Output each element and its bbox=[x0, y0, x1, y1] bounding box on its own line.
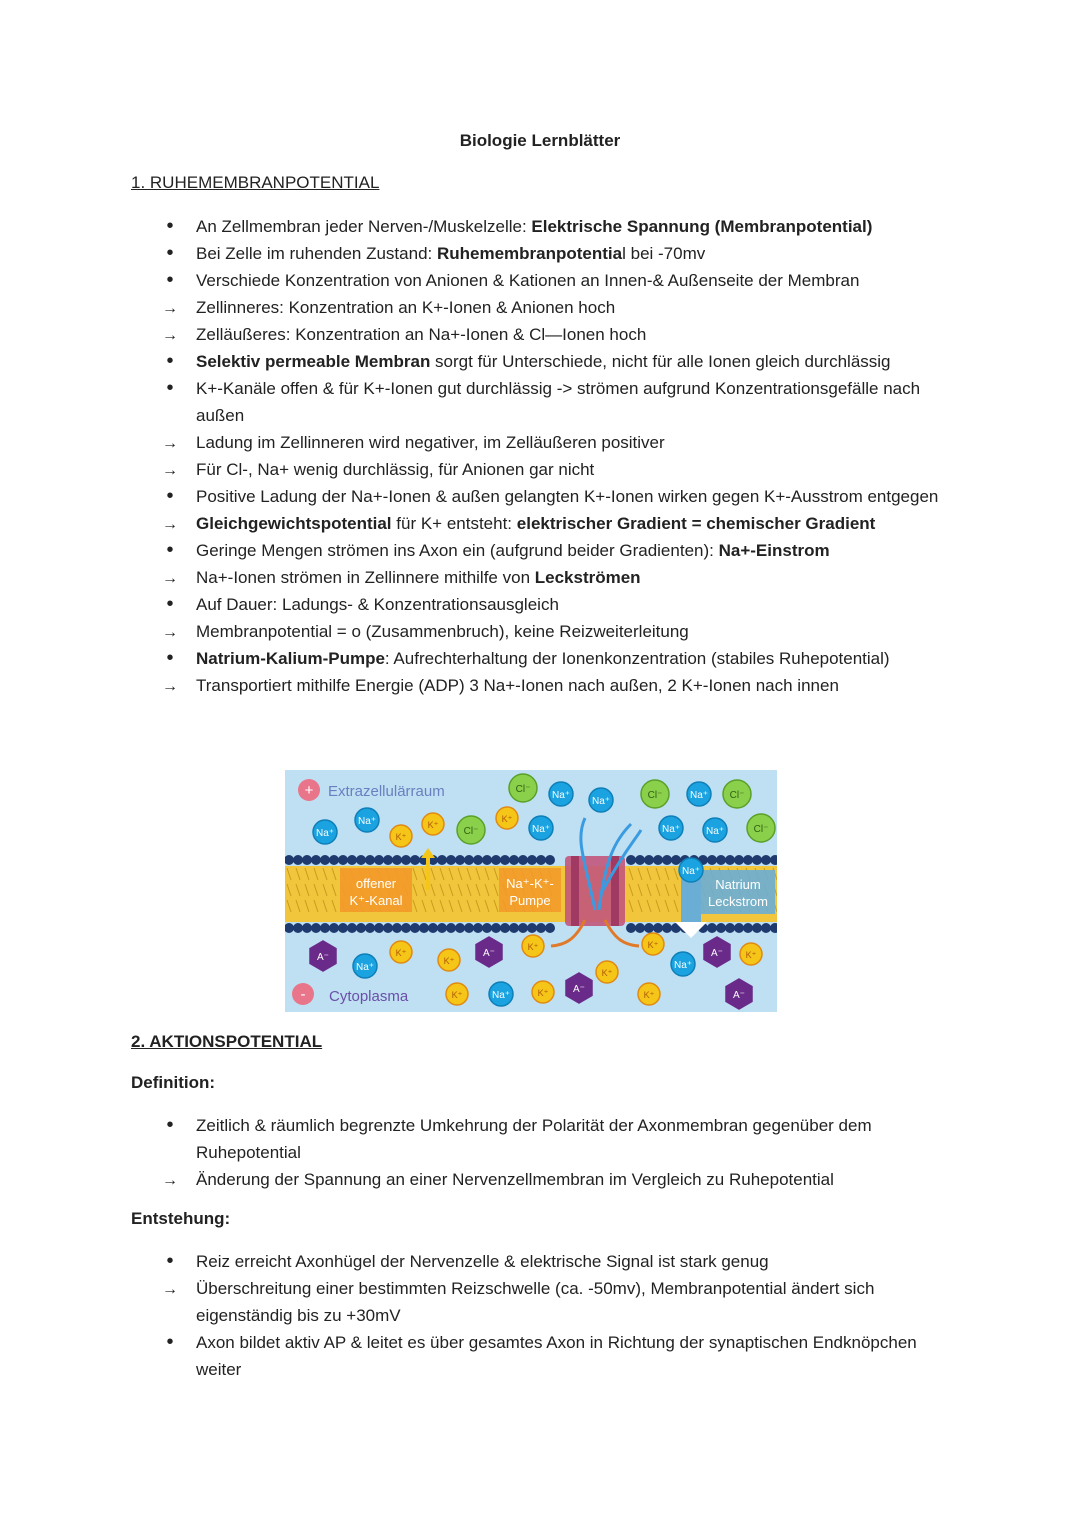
lipid-head bbox=[455, 923, 465, 933]
lipid-head bbox=[329, 923, 339, 933]
lipid-head bbox=[338, 855, 348, 865]
list-item bbox=[160, 429, 960, 456]
item-text: für K+ entsteht: bbox=[391, 514, 517, 533]
lipid-head bbox=[329, 855, 339, 865]
lipid-head bbox=[707, 855, 717, 865]
lipid-head bbox=[662, 923, 672, 933]
lipid-head bbox=[527, 855, 537, 865]
ion-label: Na⁺ bbox=[705, 826, 725, 837]
list-item bbox=[160, 267, 960, 294]
pump-label-line1: Na⁺-K⁺- bbox=[506, 876, 554, 891]
lipid-head bbox=[410, 855, 420, 865]
ion-label: K⁺ bbox=[601, 968, 613, 978]
lipid-head bbox=[311, 923, 321, 933]
lipid-head bbox=[302, 855, 312, 865]
list-item bbox=[160, 672, 960, 699]
bold-text: Ruhemembranpotentia bbox=[436, 244, 623, 263]
lipid-head bbox=[464, 923, 474, 933]
lipid-head bbox=[437, 855, 447, 865]
item-text: Axon bildet aktiv AP & leitet es über gesamtes Axon in Richtung der synaptischen Endknöpchen weiter bbox=[196, 1333, 917, 1379]
lipid-head bbox=[347, 855, 357, 865]
list-item bbox=[160, 1248, 960, 1275]
bullet-list-origin bbox=[160, 1248, 960, 1383]
lipid-head bbox=[473, 923, 483, 933]
lipid-head bbox=[653, 855, 663, 865]
item-text: Na+-Ionen strömen in Zellinnere mithilfe von bbox=[196, 568, 535, 587]
definition-label: Definition: bbox=[131, 1073, 216, 1092]
ion-label: Na⁺ bbox=[531, 824, 551, 835]
lipid-head bbox=[662, 855, 672, 865]
ion-label: A⁻ bbox=[483, 948, 495, 959]
list-item bbox=[160, 213, 960, 240]
list-item bbox=[160, 591, 960, 618]
lipid-head bbox=[545, 855, 555, 865]
bullet-icon bbox=[160, 645, 180, 672]
item-text: Zelläußeres: Konzentration an Na+-Ionen & Cl—Ionen hoch bbox=[196, 325, 647, 344]
lipid-head bbox=[320, 923, 330, 933]
item-text: sorgt für Unterschiede, nicht für alle Ionen gleich durchlässig bbox=[430, 352, 891, 371]
bullet-list-ruhemembranpotential bbox=[160, 213, 960, 699]
lipid-head bbox=[761, 855, 771, 865]
bold-text: Leckströmen bbox=[534, 568, 641, 587]
lipid-head bbox=[419, 923, 429, 933]
lipid-head bbox=[509, 855, 519, 865]
lipid-head bbox=[410, 923, 420, 933]
bullet-icon bbox=[160, 375, 180, 402]
ion-label: K⁺ bbox=[443, 956, 455, 966]
item-text: Bei Zelle im ruhenden Zustand: bbox=[196, 244, 437, 263]
bullet-icon bbox=[160, 348, 180, 375]
list-item bbox=[160, 1166, 960, 1193]
lipid-head bbox=[707, 923, 717, 933]
minus-sign: - bbox=[300, 986, 306, 1003]
lipid-head bbox=[374, 923, 384, 933]
lipid-head bbox=[392, 855, 402, 865]
lipid-head bbox=[374, 855, 384, 865]
ion-label: Na⁺ bbox=[591, 796, 611, 807]
section-heading-aktionspotential: 2. AKTIONSPOTENTIAL bbox=[131, 1032, 323, 1051]
item-text: Reiz erreicht Axonhügel der Nervenzelle & elektrische Signal ist stark genug bbox=[196, 1252, 769, 1271]
lipid-head bbox=[365, 923, 375, 933]
lipid-head bbox=[383, 855, 393, 865]
ion-label: A⁻ bbox=[317, 952, 329, 963]
ion-label: K⁺ bbox=[527, 942, 539, 952]
bullet-icon bbox=[160, 240, 180, 267]
lipid-head bbox=[473, 855, 483, 865]
lipid-head bbox=[482, 855, 492, 865]
lipid-head bbox=[455, 855, 465, 865]
lipid-head bbox=[527, 923, 537, 933]
bold-text: elektrischer Gradient = chemischer Gradient bbox=[516, 514, 876, 533]
lipid-head bbox=[536, 923, 546, 933]
lipid-head bbox=[545, 923, 555, 933]
lipid-head bbox=[293, 923, 303, 933]
plus-sign: + bbox=[304, 782, 314, 799]
ion-label: Cl⁻ bbox=[463, 826, 479, 837]
list-item bbox=[160, 348, 960, 375]
list-item bbox=[160, 456, 960, 483]
lipid-head bbox=[482, 923, 492, 933]
leak-label-line2: Leckstrom bbox=[708, 894, 768, 909]
ion-label: K⁺ bbox=[643, 990, 655, 1000]
channel-label-line1: offener bbox=[355, 876, 397, 891]
lipid-head bbox=[734, 923, 744, 933]
leak-label-line1: Natrium bbox=[715, 877, 761, 892]
ion-label: K⁺ bbox=[647, 940, 659, 950]
item-text: Überschreitung einer bestimmten Reizschwelle (ca. -50mv), Membranpotential ändert sich eigenständig bis zu +30mV bbox=[196, 1279, 875, 1325]
lipid-head bbox=[500, 923, 510, 933]
lipid-head bbox=[644, 855, 654, 865]
item-text: An Zellmembran jeder Nerven-/Muskelzelle: bbox=[196, 217, 532, 236]
list-item bbox=[160, 537, 960, 564]
item-text: Zeitlich & räumlich begrenzte Umkehrung der Polarität der Axonmembran gegenüber dem Ruhepotential bbox=[196, 1116, 872, 1162]
ion-label: K⁺ bbox=[395, 948, 407, 958]
lipid-head bbox=[293, 855, 303, 865]
list-item bbox=[160, 645, 960, 672]
bold-text: Elektrische Spannung (Membranpotential) bbox=[531, 217, 873, 236]
item-text: l bei -70mv bbox=[622, 244, 706, 263]
ion-label: K⁺ bbox=[427, 820, 439, 830]
lipid-head bbox=[320, 855, 330, 865]
lipid-head bbox=[626, 855, 636, 865]
ion-label: K⁺ bbox=[745, 950, 757, 960]
lipid-head bbox=[311, 855, 321, 865]
page-title: Biologie Lernblätter bbox=[459, 131, 621, 150]
bullet-icon bbox=[160, 537, 180, 564]
item-text: Änderung der Spannung an einer Nervenzellmembran im Vergleich zu Ruhepotential bbox=[196, 1170, 834, 1189]
lipid-head bbox=[338, 923, 348, 933]
membrane-diagram bbox=[285, 770, 777, 1012]
lipid-head bbox=[752, 855, 762, 865]
lipid-head bbox=[302, 923, 312, 933]
channel-label-line2: K⁺-Kanal bbox=[349, 893, 403, 908]
lipid-head bbox=[734, 855, 744, 865]
lipid-head bbox=[392, 923, 402, 933]
lipid-head bbox=[428, 923, 438, 933]
bullet-list-definition bbox=[160, 1112, 960, 1193]
arrow-icon bbox=[160, 672, 180, 700]
section-heading-ruhemembranpotential: 1. RUHEMEMBRANPOTENTIAL bbox=[131, 173, 380, 192]
bullet-icon bbox=[160, 213, 180, 240]
bullet-icon bbox=[160, 1329, 180, 1356]
ion-label: Na⁺ bbox=[315, 828, 335, 839]
ion-label: Cl⁻ bbox=[647, 790, 663, 801]
list-item bbox=[160, 564, 960, 591]
pump-label-line2: Pumpe bbox=[509, 893, 551, 908]
item-text: Positive Ladung der Na+-Ionen & außen gelangten K+-Ionen wirken gegen K+-Ausstrom entgegen bbox=[196, 487, 939, 506]
lipid-head bbox=[518, 923, 528, 933]
list-item bbox=[160, 240, 960, 267]
ion-label: Cl⁻ bbox=[515, 784, 531, 795]
list-item bbox=[160, 1329, 960, 1383]
lipid-head bbox=[446, 923, 456, 933]
ion-label: K⁺ bbox=[395, 832, 407, 842]
arrow-icon bbox=[160, 1166, 180, 1194]
lipid-head bbox=[653, 923, 663, 933]
item-text: Zellinneres: Konzentration an K+-Ionen & Anionen hoch bbox=[196, 298, 616, 317]
list-item bbox=[160, 375, 960, 429]
arrow-icon bbox=[160, 564, 180, 592]
lipid-head bbox=[500, 855, 510, 865]
ion-label: Na⁺ bbox=[355, 962, 375, 973]
extracellular-text: Extrazellulärraum bbox=[328, 783, 445, 800]
arrow-icon bbox=[160, 510, 180, 538]
ion-label: A⁻ bbox=[573, 984, 585, 995]
item-text: Verschiede Konzentration von Anionen & Kationen an Innen-& Außenseite der Membran bbox=[196, 271, 860, 290]
item-text: Für Cl-, Na+ wenig durchlässig, für Anionen gar nicht bbox=[196, 460, 595, 479]
lipid-head bbox=[365, 855, 375, 865]
list-item bbox=[160, 483, 960, 510]
lipid-head bbox=[401, 923, 411, 933]
lipid-head bbox=[644, 923, 654, 933]
lipid-head bbox=[752, 923, 762, 933]
lipid-head bbox=[761, 923, 771, 933]
bullet-icon bbox=[160, 591, 180, 618]
item-text: Geringe Mengen strömen ins Axon ein (aufgrund beider Gradienten): bbox=[196, 541, 719, 560]
lipid-head bbox=[509, 923, 519, 933]
ion-label: Na⁺ bbox=[357, 816, 377, 827]
lipid-head bbox=[725, 855, 735, 865]
lipid-head bbox=[671, 855, 681, 865]
arrow-icon bbox=[160, 429, 180, 457]
lipid-head bbox=[464, 855, 474, 865]
lipid-head bbox=[743, 855, 753, 865]
lipid-head bbox=[491, 923, 501, 933]
arrow-icon bbox=[160, 456, 180, 484]
bullet-icon bbox=[160, 1112, 180, 1139]
item-text: K+-Kanäle offen & für K+-Ionen gut durchlässig -> strömen aufgrund Konzentrationsgefälle nach außen bbox=[196, 379, 921, 425]
item-text: Transportiert mithilfe Energie (ADP) 3 Na+-Ionen nach außen, 2 K+-Ionen nach innen bbox=[196, 676, 839, 695]
item-text: Ladung im Zellinneren wird negativer, im Zelläußeren positiver bbox=[196, 433, 665, 452]
ion-label: Na⁺ bbox=[673, 960, 693, 971]
lipid-head bbox=[401, 855, 411, 865]
lipid-head bbox=[446, 855, 456, 865]
list-item bbox=[160, 321, 960, 348]
lipid-head bbox=[347, 923, 357, 933]
lipid-head bbox=[356, 923, 366, 933]
item-text: Membranpotential = o (Zusammenbruch), keine Reizweiterleitung bbox=[196, 622, 689, 641]
ion-label: Na⁺ bbox=[681, 866, 701, 877]
cytoplasm-text: Cytoplasma bbox=[329, 988, 409, 1005]
lipid-head bbox=[491, 855, 501, 865]
arrow-icon bbox=[160, 618, 180, 646]
lipid-head bbox=[356, 855, 366, 865]
origin-label: Entstehung: bbox=[131, 1209, 231, 1228]
ion-label: Na⁺ bbox=[689, 790, 709, 801]
list-item bbox=[160, 618, 960, 645]
bold-text: Natrium-Kalium-Pumpe bbox=[196, 649, 385, 668]
lipid-head bbox=[743, 923, 753, 933]
lipid-head bbox=[725, 923, 735, 933]
list-item bbox=[160, 294, 960, 321]
bold-text: Na+-Einstrom bbox=[718, 541, 830, 560]
arrow-icon bbox=[160, 1275, 180, 1303]
lipid-head bbox=[716, 923, 726, 933]
ion-label: Na⁺ bbox=[491, 990, 511, 1001]
bullet-icon bbox=[160, 1248, 180, 1275]
ion-label: K⁺ bbox=[501, 814, 513, 824]
ion-label: A⁻ bbox=[733, 990, 745, 1001]
lipid-head bbox=[518, 855, 528, 865]
lipid-head bbox=[437, 923, 447, 933]
arrow-icon bbox=[160, 321, 180, 349]
ion-label: Na⁺ bbox=[551, 790, 571, 801]
list-item bbox=[160, 1112, 960, 1166]
lipid-head bbox=[536, 855, 546, 865]
bullet-icon bbox=[160, 267, 180, 294]
ion-label: A⁻ bbox=[711, 948, 723, 959]
list-item bbox=[160, 510, 960, 537]
item-text: : Aufrechterhaltung der Ionenkonzentration (stabiles Ruhepotential) bbox=[384, 649, 890, 668]
lipid-head bbox=[635, 923, 645, 933]
ion-label: Cl⁻ bbox=[729, 790, 745, 801]
ion-label: K⁺ bbox=[451, 990, 463, 1000]
arrow-icon bbox=[160, 294, 180, 322]
ion-label: K⁺ bbox=[537, 988, 549, 998]
ion-label: Cl⁻ bbox=[753, 824, 769, 835]
bold-text: Gleichgewichtspotential bbox=[196, 514, 392, 533]
bold-text: Selektiv permeable Membran bbox=[196, 352, 431, 371]
lipid-head bbox=[626, 923, 636, 933]
item-text: Auf Dauer: Ladungs- & Konzentrationsausgleich bbox=[196, 595, 559, 614]
lipid-head bbox=[383, 923, 393, 933]
ion-label: Na⁺ bbox=[661, 824, 681, 835]
lipid-head bbox=[716, 855, 726, 865]
list-item bbox=[160, 1275, 960, 1329]
bullet-icon bbox=[160, 483, 180, 510]
lipid-head bbox=[635, 855, 645, 865]
